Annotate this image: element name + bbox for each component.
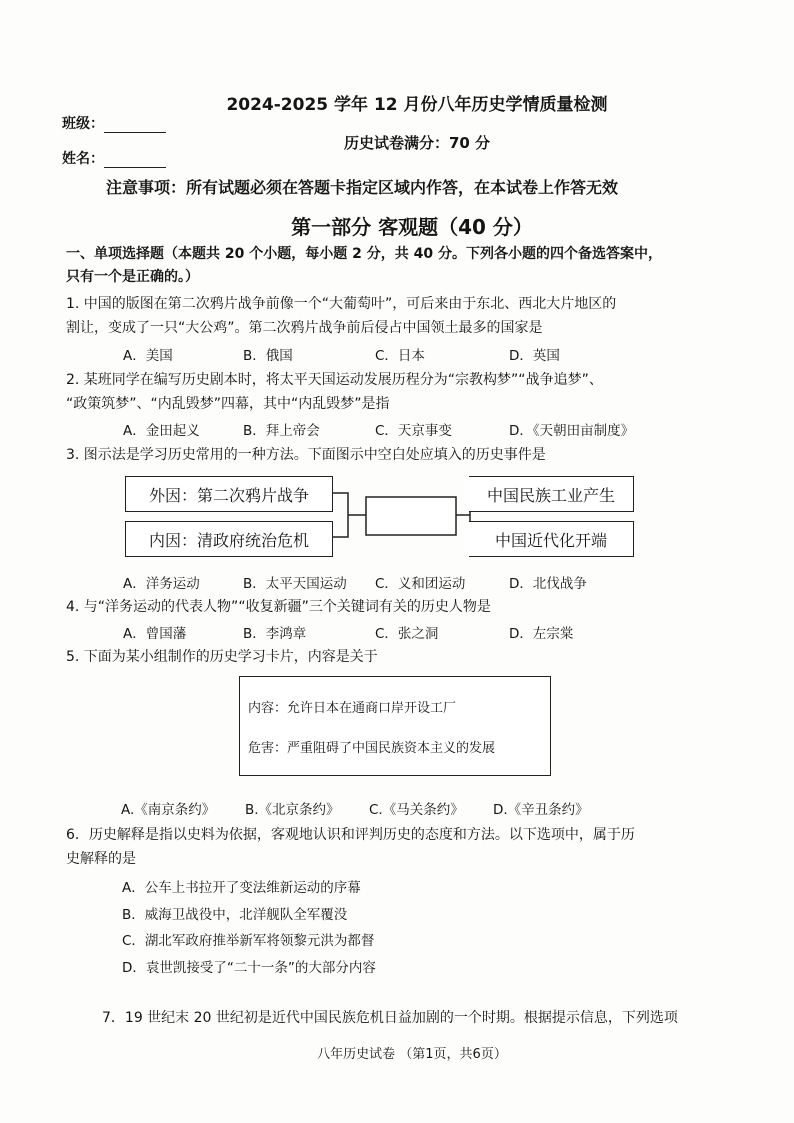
q1-option-c: C．日本	[375, 348, 425, 364]
q5-options	[0, 798, 794, 818]
q2-line2: “政策筑梦”、“内乱毁梦”四幕，其中“内乱毁梦”是指	[66, 396, 390, 412]
q4-options	[0, 622, 794, 642]
q5-option-a: A.《南京条约》	[121, 802, 216, 818]
q6-line1: 6．历史解释是指以史料为依据，客观地认识和评判历史的态度和方法。以下选项中，属于历	[66, 827, 635, 843]
q6-line2: 史解释的是	[66, 851, 136, 867]
score-line: 历史试卷满分：70 分	[343, 134, 491, 152]
q6-option-b: B．威海卫战役中，北洋舰队全军覆没	[122, 907, 348, 923]
q5-option-b: B.《北京条约》	[245, 802, 340, 818]
q1-option-b: B．俄国	[243, 348, 293, 364]
q4-option-b: B．李鸿章	[243, 626, 307, 642]
q2-option-d: D．《天朝田亩制度》	[509, 423, 635, 439]
q4-option-d: D．左宗棠	[509, 626, 574, 642]
q2-option-b: B．拜上帝会	[243, 423, 320, 439]
section-intro-line1: 一、单项选择题（本题共 20 个小题，每小题 2 分，共 40 分。下列各小题的四个备选答案中，	[66, 246, 662, 262]
q3-option-c: C．义和团运动	[375, 576, 466, 592]
q5-option-d: D.《辛丑条约》	[493, 802, 589, 818]
card-content-line: 内容：允许日本在通商口岸开设工厂	[248, 701, 457, 716]
q3-line1: 3. 图示法是学习历史常用的一种方法。下面图示中空白处应填入的历史事件是	[66, 447, 546, 463]
q1-line2: 割让，变成了一只“大公鸡”。第二次鸦片战争前后侵占中国领土最多的国家是	[66, 320, 543, 336]
q5-line1: 5. 下面为某小组制作的历史学习卡片，内容是关于	[66, 649, 378, 665]
exam-title: 2024-2025 学年 12 月份八年历史学情质量检测	[226, 95, 608, 115]
q4-option-a: A．曾国藩	[123, 626, 187, 642]
q5-option-c: C.《马关条约》	[369, 802, 464, 818]
q3-option-a: A．洋务运动	[123, 576, 200, 592]
q7-line1: 7．19 世纪末 20 世纪初是近代中国民族危机日益加剧的一个时期。根据提示信息，下列选项	[102, 1010, 678, 1026]
q2-option-c: C．天京事变	[375, 423, 452, 439]
q3-options	[0, 572, 794, 592]
name-label: 姓名：	[62, 151, 104, 167]
q4-option-c: C．张之洞	[375, 626, 439, 642]
diagram-box-modernization: 中国近代化开端	[469, 521, 634, 557]
notice: 注意事项：所有试题必须在答题卡指定区域内作答，在本试卷上作答无效	[106, 178, 619, 197]
page-footer: 八年历史试卷 （第1页，共6页）	[317, 1047, 507, 1062]
q5-study-card	[239, 676, 551, 776]
q2-option-a: A．金田起义	[123, 423, 200, 439]
diagram-box-internal-cause: 内因：清政府统治危机	[125, 521, 333, 557]
q6-option-d: D．袁世凯接受了“二十一条”的大部分内容	[122, 960, 376, 976]
q1-line1: 1. 中国的版图在第二次鸦片战争前像一个“大葡萄叶”，可后来由于东北、西北大片地区的	[66, 296, 617, 312]
q3-option-b: B．太平天国运动	[243, 576, 347, 592]
q3-option-d: D．北伐战争	[509, 576, 587, 592]
card-harm-line: 危害：严重阻碍了中国民族资本主义的发展	[248, 741, 496, 756]
part-title: 第一部分 客观题（40 分）	[291, 215, 533, 239]
q6-option-c: C．湖北军政府推举新军将领黎元洪为都督	[122, 933, 375, 949]
class-label: 班级：	[62, 116, 104, 132]
diagram-box-external-cause: 外因：第二次鸦片战争	[125, 476, 333, 512]
diagram-box-national-industry: 中国民族工业产生	[469, 476, 634, 512]
q2-line1: 2. 某班同学在编写历史剧本时，将太平天国运动发展历程分为“宗教构梦”“战争追梦”、	[66, 372, 603, 388]
section-intro-line2: 只有一个是正确的。）	[66, 269, 199, 285]
q1-option-a: A．美国	[123, 348, 173, 364]
q1-option-d: D．英国	[509, 348, 560, 364]
q4-line1: 4. 与“洋务运动的代表人物”“收复新疆”三个关键词有关的历史人物是	[66, 599, 491, 615]
q6-option-a: A．公车上书拉开了变法维新运动的序幕	[122, 880, 361, 896]
